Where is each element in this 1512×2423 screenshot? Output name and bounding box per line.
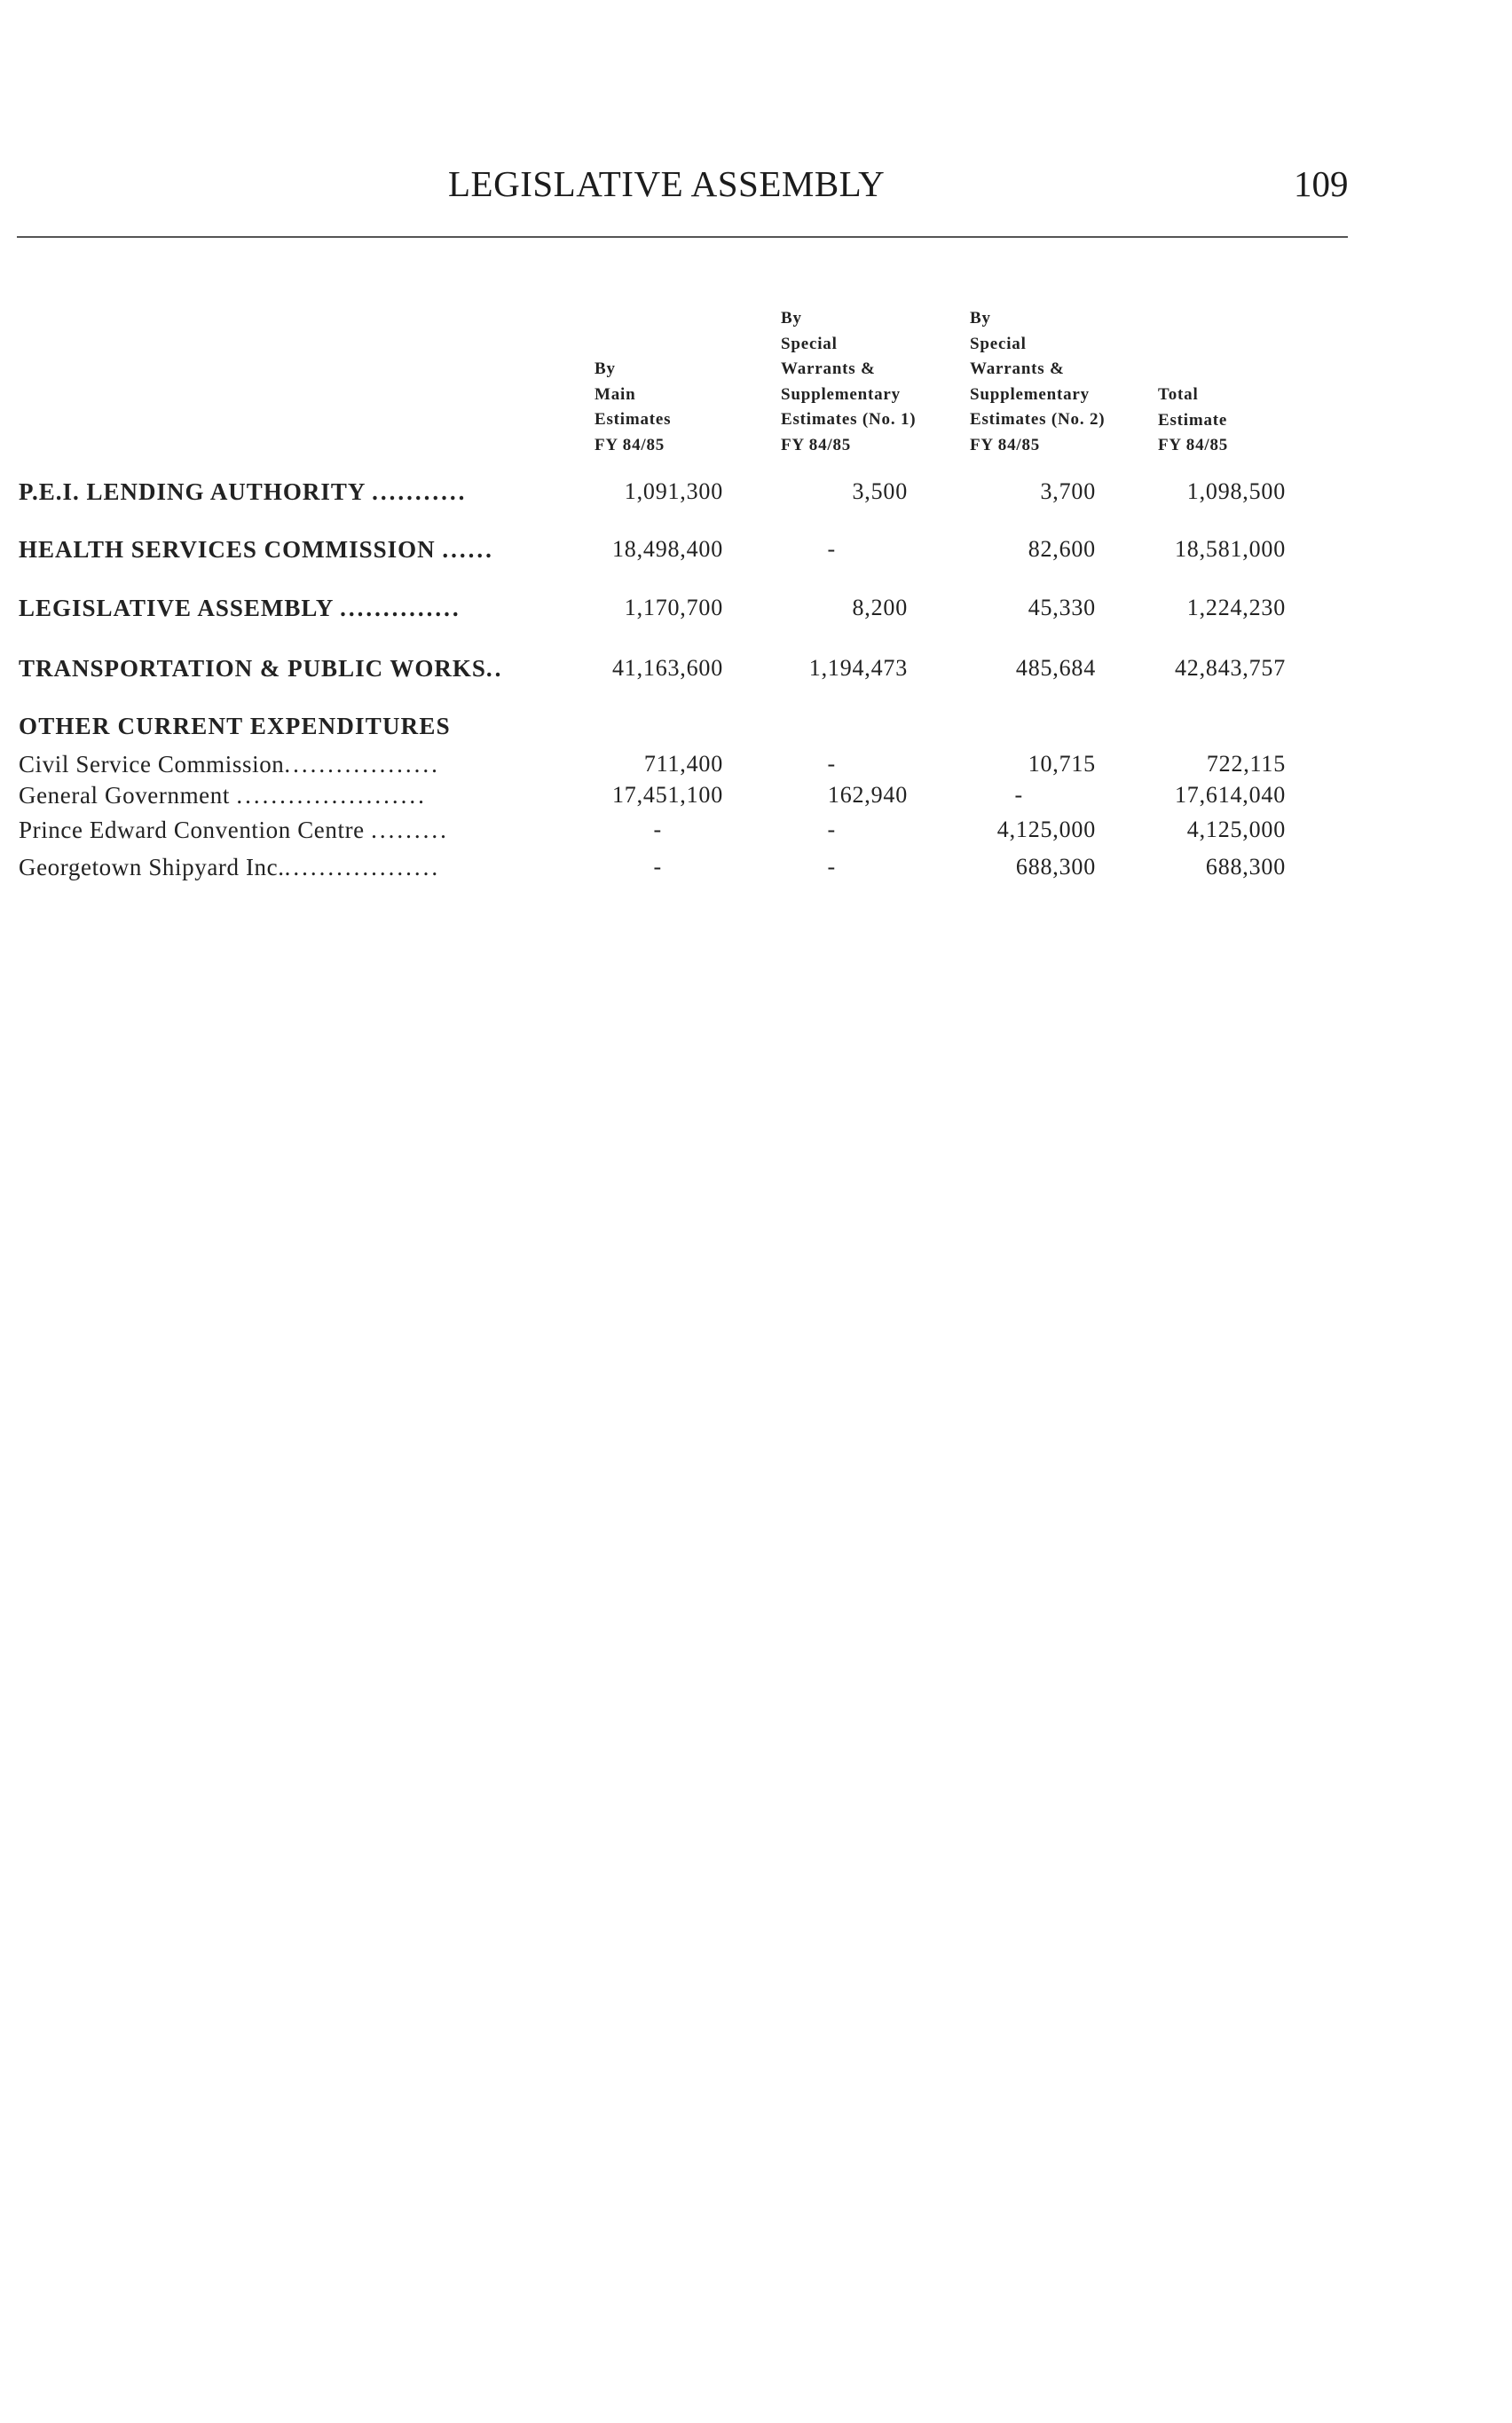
table-cell: 4,125,000 [996, 817, 1096, 842]
row-label-prince-edward-convention-centre: Prince Edward Convention Centre ......... [19, 817, 449, 843]
table-cell: 1,091,300 [624, 478, 723, 504]
table-cell: 688,300 [1015, 854, 1096, 880]
table-cell: 162,940 [827, 782, 908, 808]
table-cell: - [1014, 782, 1023, 808]
table-cell: 17,614,040 [1175, 782, 1286, 808]
row-label-health-services-commission: HEALTH SERVICES COMMISSION ...... [19, 536, 494, 563]
table-cell: - [827, 751, 836, 777]
table-cell: 485,684 [1015, 655, 1096, 681]
page-number: 109 [1294, 163, 1349, 204]
table-cell: 3,700 [1040, 478, 1096, 504]
table-cell: 18,498,400 [612, 536, 723, 562]
table-cell: 1,224,230 [1186, 595, 1286, 620]
table-cell: - [827, 854, 836, 880]
row-label-pei-lending-authority: P.E.I. LENDING AUTHORITY ........... [19, 478, 468, 505]
table-cell: 1,098,500 [1186, 478, 1286, 504]
column-header-supplementary-2: By Special Warrants & Supplementary Estimates (No. 2) FY 84/85 [970, 309, 1106, 454]
table-cell: 10,715 [1028, 751, 1096, 777]
table-cell: 3,500 [852, 478, 908, 504]
table-cell: 42,843,757 [1175, 655, 1286, 681]
row-label-general-government: General Government ...................... [19, 782, 427, 809]
column-header-total-estimate: Total Estimate FY 84/85 [1158, 385, 1229, 454]
row-label-transportation-public-works: TRANSPORTATION & PUBLIC WORKS.. [19, 655, 504, 682]
table-cell: - [653, 817, 662, 842]
row-label-civil-service-commission: Civil Service Commission.................. [19, 751, 440, 777]
table-cell: - [827, 817, 836, 842]
running-title: LEGISLATIVE ASSEMBLY [448, 163, 886, 204]
table-cell: 82,600 [1028, 536, 1096, 562]
table-cell: 688,300 [1205, 854, 1286, 880]
table-cell: 1,194,473 [808, 655, 908, 681]
table-cell: 8,200 [852, 595, 908, 620]
column-header-main-estimates: By Main Estimates FY 84/85 [595, 359, 672, 454]
row-label-legislative-assembly: LEGISLATIVE ASSEMBLY .............. [19, 595, 461, 621]
table-cell: 18,581,000 [1175, 536, 1286, 562]
section-title-other-current-expenditures: OTHER CURRENT EXPENDITURES [19, 713, 451, 739]
table-cell: 17,451,100 [612, 782, 723, 808]
table-cell: 41,163,600 [612, 655, 723, 681]
table-cell: 722,115 [1206, 751, 1286, 777]
row-label-georgetown-shipyard: Georgetown Shipyard Inc................... [19, 854, 441, 880]
column-header-supplementary-1: By Special Warrants & Supplementary Estimates (No. 1) FY 84/85 [781, 309, 917, 454]
table-cell: - [653, 854, 662, 880]
table-cell: - [827, 536, 836, 562]
table-cell: 45,330 [1028, 595, 1096, 620]
header-rule [17, 236, 1348, 238]
table-cell: 1,170,700 [624, 595, 723, 620]
table-cell: 4,125,000 [1186, 817, 1286, 842]
table-cell: 711,400 [643, 751, 723, 777]
